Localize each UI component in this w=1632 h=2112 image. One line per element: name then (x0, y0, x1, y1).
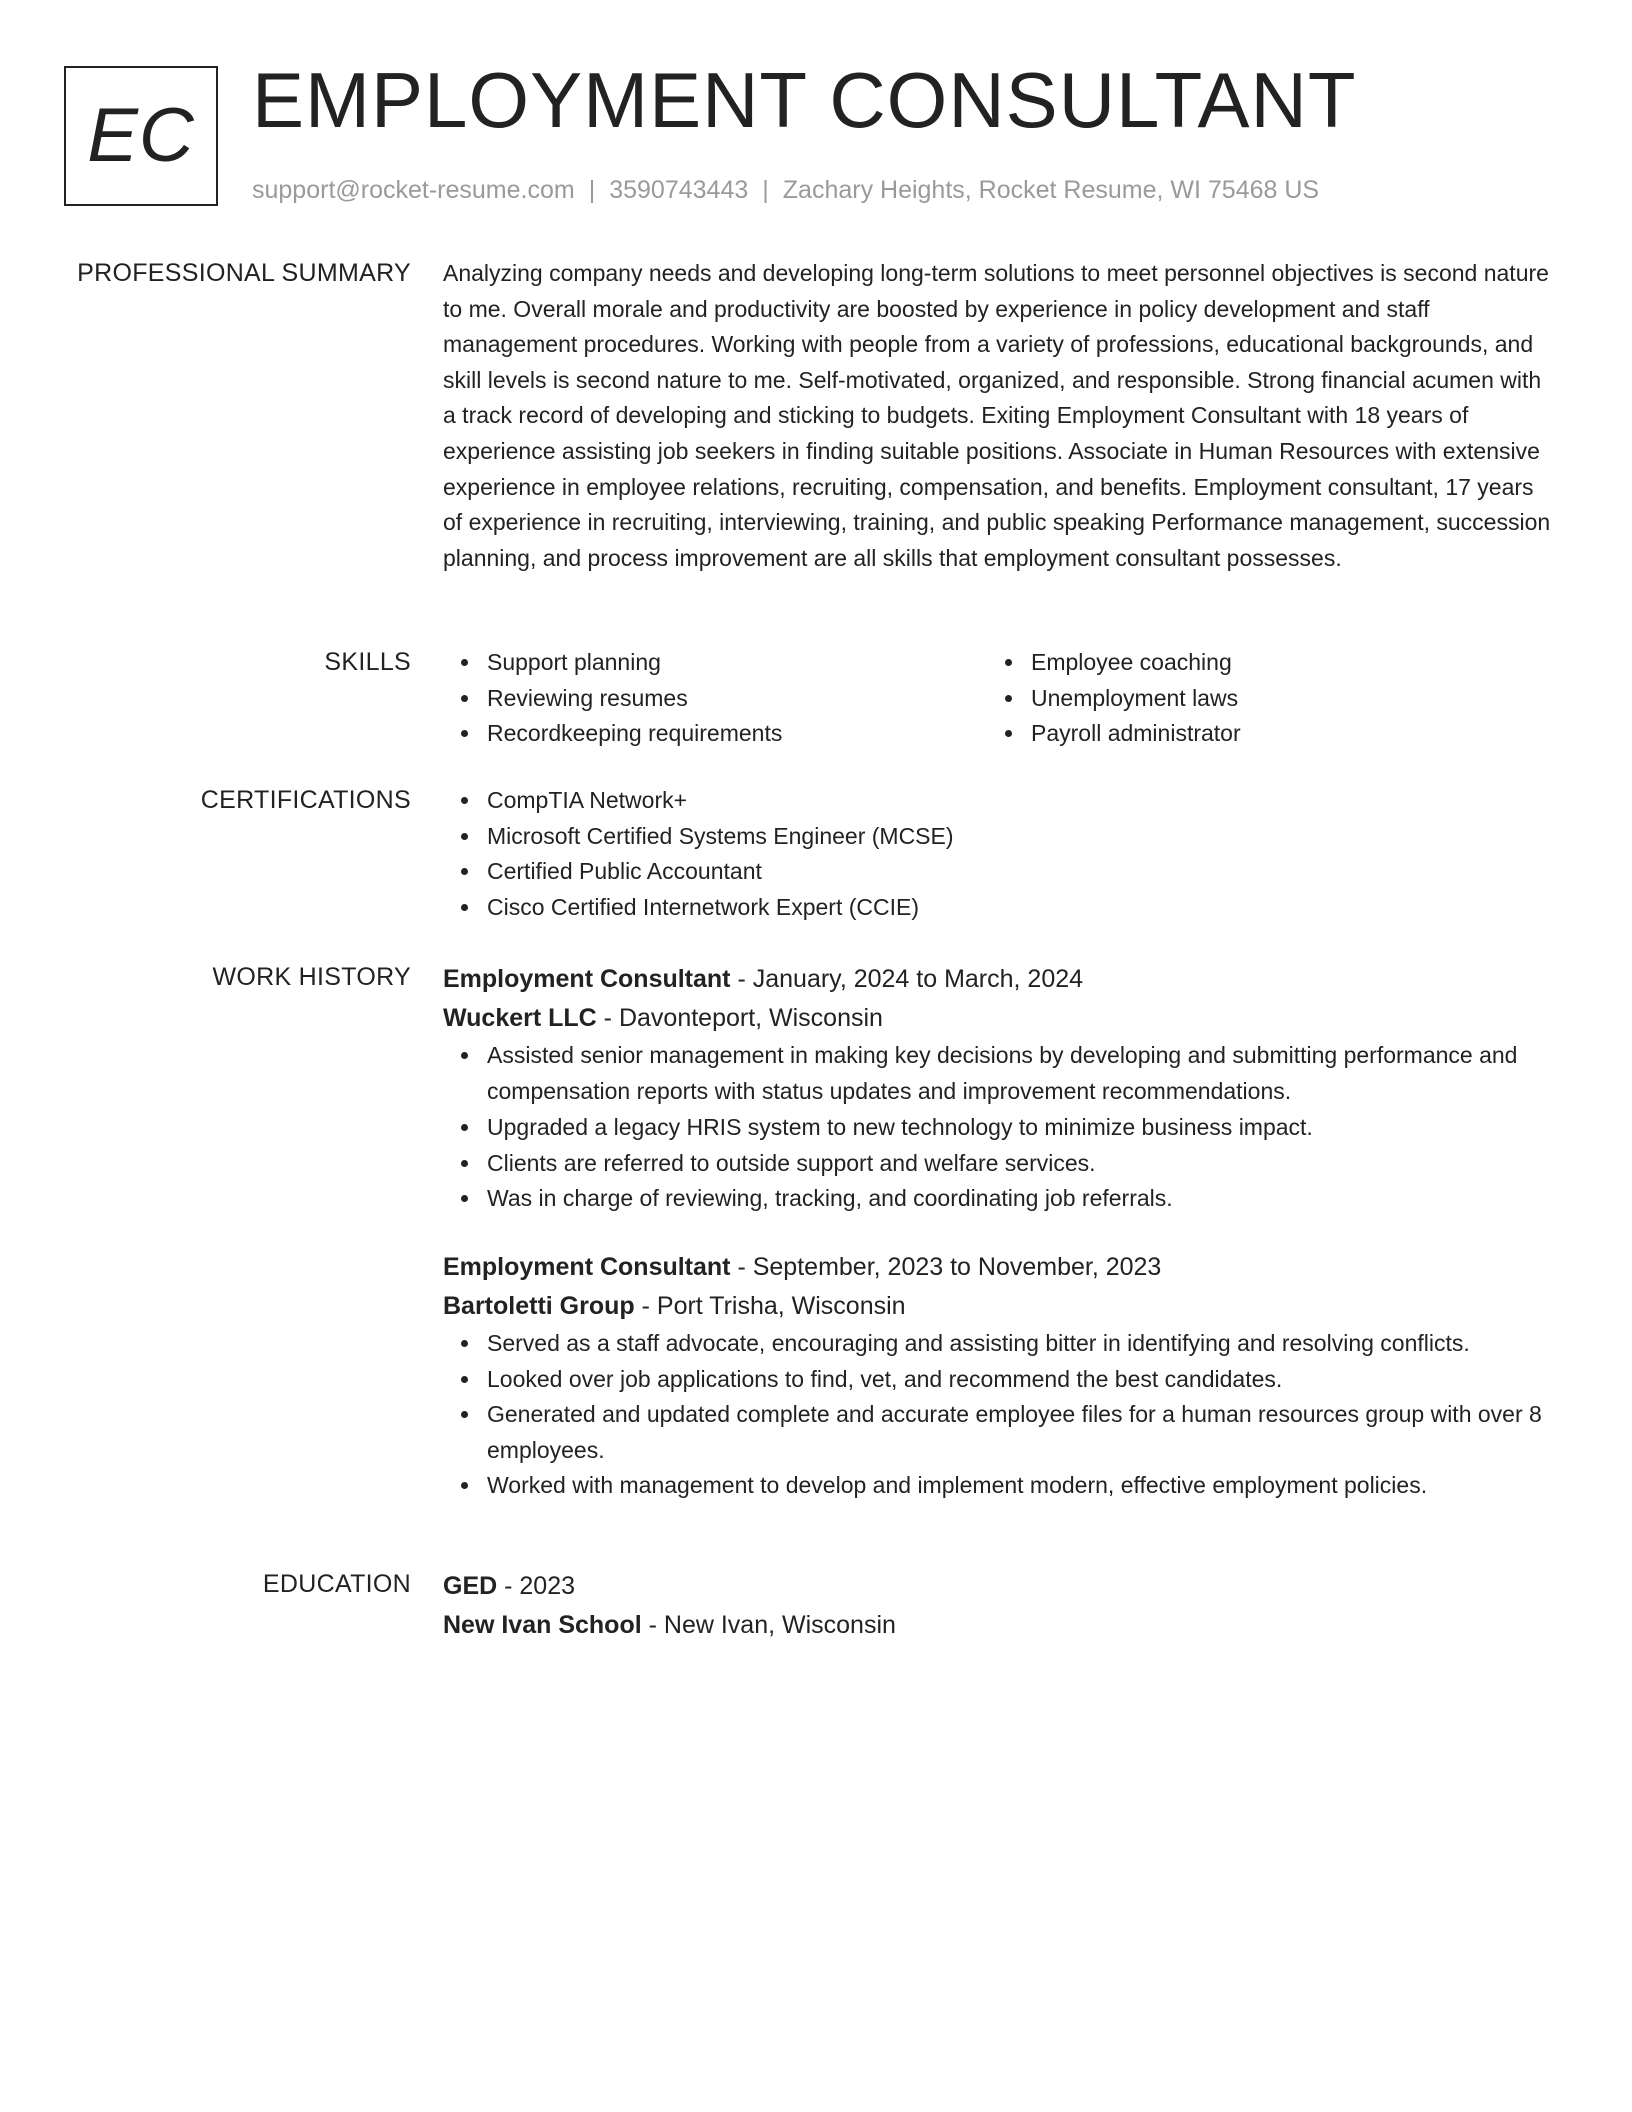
job-role: Employment Consultant (443, 965, 731, 993)
section-title-skills: SKILLS (324, 648, 411, 676)
job-duty-item: Clients are referred to outside support and welfare services. (487, 1146, 1555, 1182)
certification-item: Certified Public Accountant (487, 854, 1555, 890)
skill-item: Reviewing resumes (487, 681, 987, 717)
job-entry (443, 960, 1555, 1217)
monogram-initials: EC (87, 93, 195, 178)
education-degree-line (443, 1567, 1555, 1606)
job-role: Employment Consultant (443, 1252, 731, 1281)
certification-item: Microsoft Certified Systems Engineer (MCSE) (487, 819, 1555, 855)
skills-list-left (443, 645, 987, 752)
education-school-line (443, 1606, 1555, 1645)
job-location: - Port Trisha, Wisconsin (634, 1291, 906, 1320)
certifications-list (443, 783, 1555, 925)
job-location: - Davonteport, Wisconsin (596, 1004, 883, 1032)
contact-address: Zachary Heights, Rocket Resume, WI 75468 US (782, 176, 1320, 204)
education-year: - 2023 (497, 1572, 576, 1600)
skill-item: Recordkeeping requirements (487, 716, 987, 752)
skill-item: Employee coaching (1031, 645, 1531, 681)
job-duties-list (443, 1038, 1555, 1217)
summary-body (443, 256, 1555, 576)
job-duty-item: Generated and updated complete and accurate employee files for a human resources group with over 8 employees. (487, 1397, 1555, 1468)
job-duty-item: Looked over job applications to find, vet, and recommend the best candidates. (487, 1362, 1555, 1398)
education-body (443, 1567, 1555, 1645)
job-duty-item: Assisted senior management in making key decisions by developing and submitting performance and compensation reports with status updates and improvement recommendations. (487, 1038, 1555, 1109)
job-dates: - September, 2023 to November, 2023 (730, 1252, 1162, 1281)
skill-item: Unemployment laws (1031, 681, 1531, 717)
certifications-body (443, 783, 1555, 925)
contact-email: support@rocket-resume.com (252, 176, 575, 204)
skills-column-right (987, 645, 1531, 752)
monogram-box (64, 66, 218, 206)
summary-text: Analyzing company needs and developing long-term solutions to meet personnel objectives is second nature to me. Overall morale and productivity are boosted by experience in policy development and staff management procedures. Working with people from a variety of professions, educational backgrounds, and skill levels is second nature to me. Self-motivated, organized, and responsible. Strong financial acumen with a track record of developing and sticking to budgets. Exiting Employment Consultant with 18 years of experience assisting job seekers in finding suitable positions. Associate in Human Resources with extensive experience in employee relations, recruiting, compensation, and benefits. Employment consultant, 17 years of experience in recruiting, interviewing, training, and public speaking Performance management, succession planning, and process improvement are all skills that employment consultant possesses. (443, 260, 1551, 571)
job-duties-list (443, 1326, 1555, 1504)
skills-column-left (443, 645, 987, 752)
job-entry (443, 1248, 1555, 1504)
section-title-education: EDUCATION (262, 1570, 411, 1598)
certification-item: Cisco Certified Internetwork Expert (CCIE) (487, 890, 1555, 926)
skills-columns (443, 645, 1555, 752)
job-duty-item: Upgraded a legacy HRIS system to new technology to minimize business impact. (487, 1110, 1555, 1146)
job-company-line (443, 1287, 1555, 1326)
education-location: - New Ivan, Wisconsin (641, 1611, 896, 1639)
contact-separator: | (762, 176, 769, 204)
work-history-body (443, 960, 1555, 1504)
job-duty-item: Worked with management to develop and implement modern, effective employment policies. (487, 1468, 1555, 1504)
job-title-line (443, 1248, 1555, 1287)
contact-phone: 3590743443 (609, 176, 749, 204)
job-company: Wuckert LLC (443, 1004, 597, 1032)
candidate-name: EMPLOYMENT CONSULTANT (252, 56, 1357, 144)
certification-item: CompTIA Network+ (487, 783, 1555, 819)
education-degree: GED (443, 1572, 498, 1600)
job-duty-item: Was in charge of reviewing, tracking, and coordinating job referrals. (487, 1181, 1555, 1217)
job-dates: - January, 2024 to March, 2024 (730, 965, 1084, 993)
education-school: New Ivan School (443, 1611, 642, 1639)
skills-list-right (987, 645, 1531, 752)
skills-body (443, 645, 1555, 752)
section-title-work-history: WORK HISTORY (212, 963, 411, 991)
section-title-summary: PROFESSIONAL SUMMARY (77, 259, 411, 287)
contact-line (252, 174, 1319, 206)
job-duty-item: Served as a staff advocate, encouraging and assisting bitter in identifying and resolving conflicts. (487, 1326, 1555, 1362)
job-title-line (443, 960, 1555, 999)
skill-item: Payroll administrator (1031, 716, 1531, 752)
job-company-line (443, 999, 1555, 1038)
contact-separator: | (588, 176, 596, 204)
skill-item: Support planning (487, 645, 987, 681)
section-title-certifications: CERTIFICATIONS (200, 786, 411, 814)
job-company: Bartoletti Group (443, 1291, 635, 1320)
